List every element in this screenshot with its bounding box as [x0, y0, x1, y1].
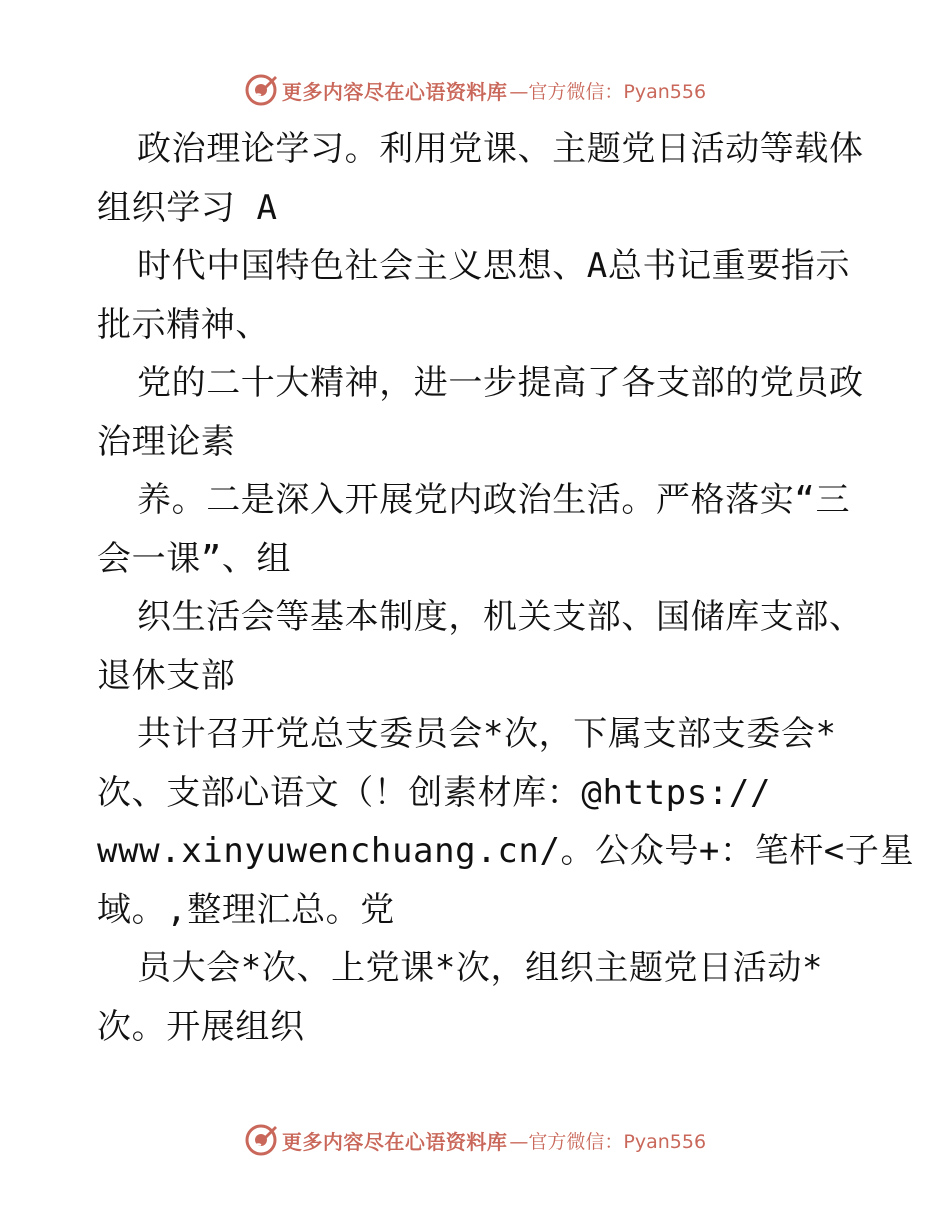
banner-title: 更多内容尽在心语资料库: [281, 79, 508, 104]
text-line: 域。,整理汇总。党: [97, 889, 395, 930]
brush-logo-icon: [244, 73, 278, 107]
header-banner: [0, 70, 950, 110]
text-line: 批示精神、: [97, 304, 270, 345]
text-line: 退休支部: [97, 655, 236, 696]
banner-title: 更多内容尽在心语资料库: [281, 1129, 508, 1154]
text-line: 次、支部心语文（！创素材库：@https://: [97, 772, 772, 813]
text-line: 政治理论学习。利用党课、主题党日活动等载体: [137, 129, 864, 169]
text-line: www.xinyuwenchuang.cn/。公众号+：笔杆<子星: [97, 831, 915, 871]
text-line: 时代中国特色社会主义思想、A总书记重要指示: [137, 246, 851, 286]
document-body: [97, 120, 915, 1056]
text-line: 组织学习 A: [97, 187, 278, 228]
text-line: 织生活会等基本制度，机关支部、国储库支部、: [137, 597, 864, 637]
banner-wechat: —官方微信：Pyan556: [509, 1130, 707, 1153]
text-line: 共计召开党总支委员会*次，下属支部支委会*: [137, 714, 837, 754]
banner-wechat: —官方微信：Pyan556: [509, 80, 707, 103]
text-line: 次。开展组织: [97, 1006, 305, 1047]
brush-logo-icon: [244, 1123, 278, 1157]
footer-banner: [0, 1120, 950, 1160]
text-line: 治理论素: [97, 421, 236, 462]
text-line: 党的二十大精神，进一步提高了各支部的党员政: [137, 363, 864, 403]
text-line: 会一课”、组: [97, 538, 292, 579]
text-line: 员大会*次、上党课*次，组织主题党日活动*: [137, 948, 824, 988]
text-line: 养。二是深入开展党内政治生活。严格落实“三: [137, 480, 851, 520]
